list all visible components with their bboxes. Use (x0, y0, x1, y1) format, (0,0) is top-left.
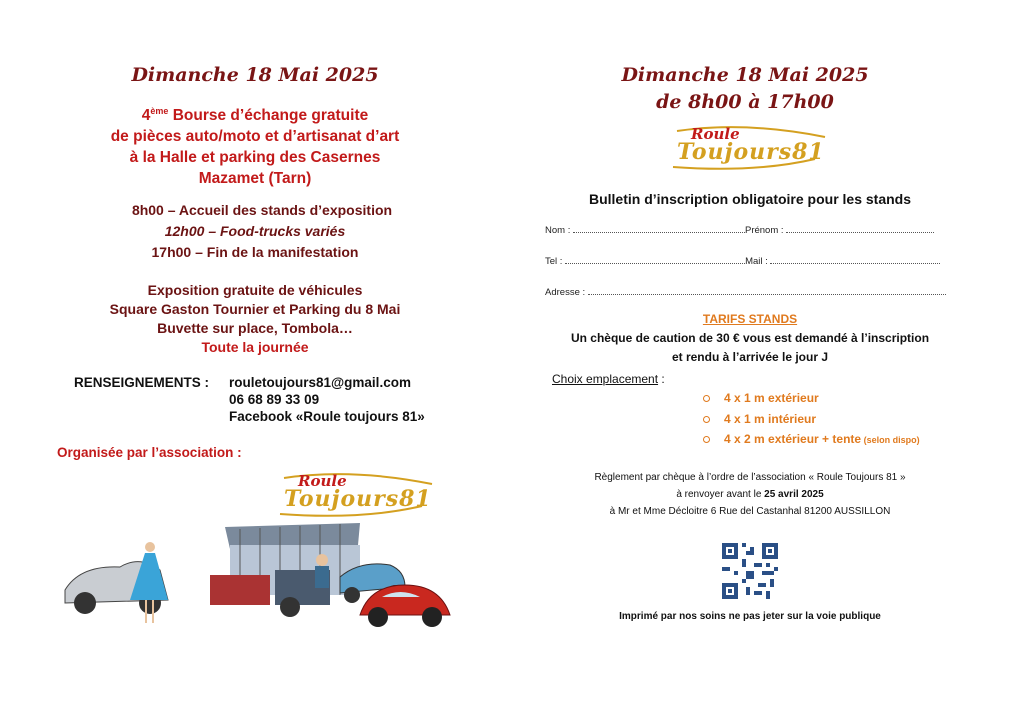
logo-text-toujours: Toujours81 (677, 139, 825, 165)
schedule-item: 17h00 – Fin de la manifestation (151, 244, 359, 260)
exposition-line: Square Gaston Tournier et Parking du 8 Mai (109, 301, 401, 317)
option-note: (selon dispo) (861, 435, 920, 445)
choix-colon: : (658, 372, 665, 386)
exposition-block (60, 281, 450, 357)
bullet-circle-icon (703, 416, 710, 423)
info-email[interactable]: rouletoujours81@gmail.com (229, 375, 411, 390)
event-title-line3: à la Halle et parking des Casernes (129, 149, 381, 167)
right-date: Dimanche 18 Mai 2025 (621, 64, 869, 86)
schedule-item: 8h00 – Accueil des stands d’exposition (131, 202, 393, 218)
footer-note: Imprimé par nos soins ne pas jeter sur la voie publique (619, 611, 881, 622)
tarifs-title: TARIFS STANDS (702, 312, 798, 326)
option-label: 4 x 1 m extérieur (724, 391, 819, 405)
left-date: Dimanche 18 Mai 2025 (131, 64, 379, 86)
field-input-nom[interactable] (573, 225, 745, 233)
field-row-nom (545, 225, 934, 236)
event-title-line4: Mazamet (Tarn) (198, 170, 312, 188)
bullet-circle-icon (703, 436, 710, 443)
field-input-mail[interactable] (770, 256, 940, 264)
exposition-line: Buvette sur place, Tombola… (157, 320, 353, 336)
event-title (60, 101, 450, 189)
info-label: RENSEIGNEMENTS : (74, 375, 210, 390)
classic-cars-illustration (60, 515, 460, 635)
field-label-prenom: Prénom : (744, 225, 784, 236)
reglement-line3: à Mr et Mme Décloitre 6 Rue del Castanhal 81200 AUSSILLON (609, 506, 891, 517)
field-label-mail: Mail : (745, 256, 768, 267)
reglement-deadline: 25 avril 2025 (764, 489, 824, 500)
event-title-line1: 4ème Bourse d’échange gratuite (141, 106, 369, 125)
exposition-line: Exposition gratuite de véhicules (147, 282, 363, 298)
form-title: Bulletin d’inscription obligatoire pour les stands (588, 191, 912, 207)
logo-text-roule: Roule (691, 125, 740, 143)
schedule-item: 12h00 – Food-trucks variés (164, 223, 346, 239)
field-input-tel[interactable] (565, 256, 745, 264)
caution-line1: Un chèque de caution de 30 € vous est demandé à l’inscription (570, 331, 930, 345)
all-day: Toute la journée (201, 339, 309, 355)
association-logo (272, 470, 442, 518)
option-4x1-exterieur[interactable] (703, 391, 819, 405)
logo-text-roule: Roule (298, 472, 347, 490)
choix-label: Choix emplacement (552, 372, 659, 386)
reglement-line1: Règlement par chèque à l’ordre de l’association « Roule Toujours 81 » (594, 472, 906, 483)
event-title-line2: de pièces auto/moto et d’artisanat d’art (110, 128, 400, 146)
field-label-tel: Tel : (545, 256, 563, 267)
reglement-line2 (530, 489, 970, 500)
caution-line2: et rendu à l’arrivée le jour J (671, 350, 829, 364)
logo-text-toujours: Toujours81 (284, 486, 432, 512)
field-label-adresse: Adresse : (545, 287, 586, 298)
info-phone: 06 68 89 33 09 (229, 392, 320, 407)
qr-code-icon[interactable] (722, 543, 778, 599)
info-facebook[interactable]: Facebook «Roule toujours 81» (229, 409, 425, 424)
option-label: 4 x 2 m extérieur + tente (724, 432, 862, 446)
field-row-tel (545, 256, 940, 267)
field-row-adresse (545, 287, 946, 298)
choix-emplacement (552, 372, 665, 386)
bullet-circle-icon (703, 395, 710, 402)
field-input-adresse[interactable] (588, 287, 946, 295)
field-label-nom: Nom : (545, 225, 571, 236)
option-label: 4 x 1 m intérieur (724, 412, 817, 426)
reglement-line2-text: à renvoyer avant le (676, 489, 765, 500)
option-4x1-interieur[interactable] (703, 412, 816, 426)
right-hours: de 8h00 à 17h00 (656, 91, 834, 113)
organised-by: Organisée par l’association : (57, 445, 242, 460)
field-input-prenom[interactable] (786, 225, 934, 233)
schedule (60, 200, 450, 263)
right-association-logo (665, 123, 835, 171)
option-4x2-tente[interactable] (703, 432, 920, 446)
